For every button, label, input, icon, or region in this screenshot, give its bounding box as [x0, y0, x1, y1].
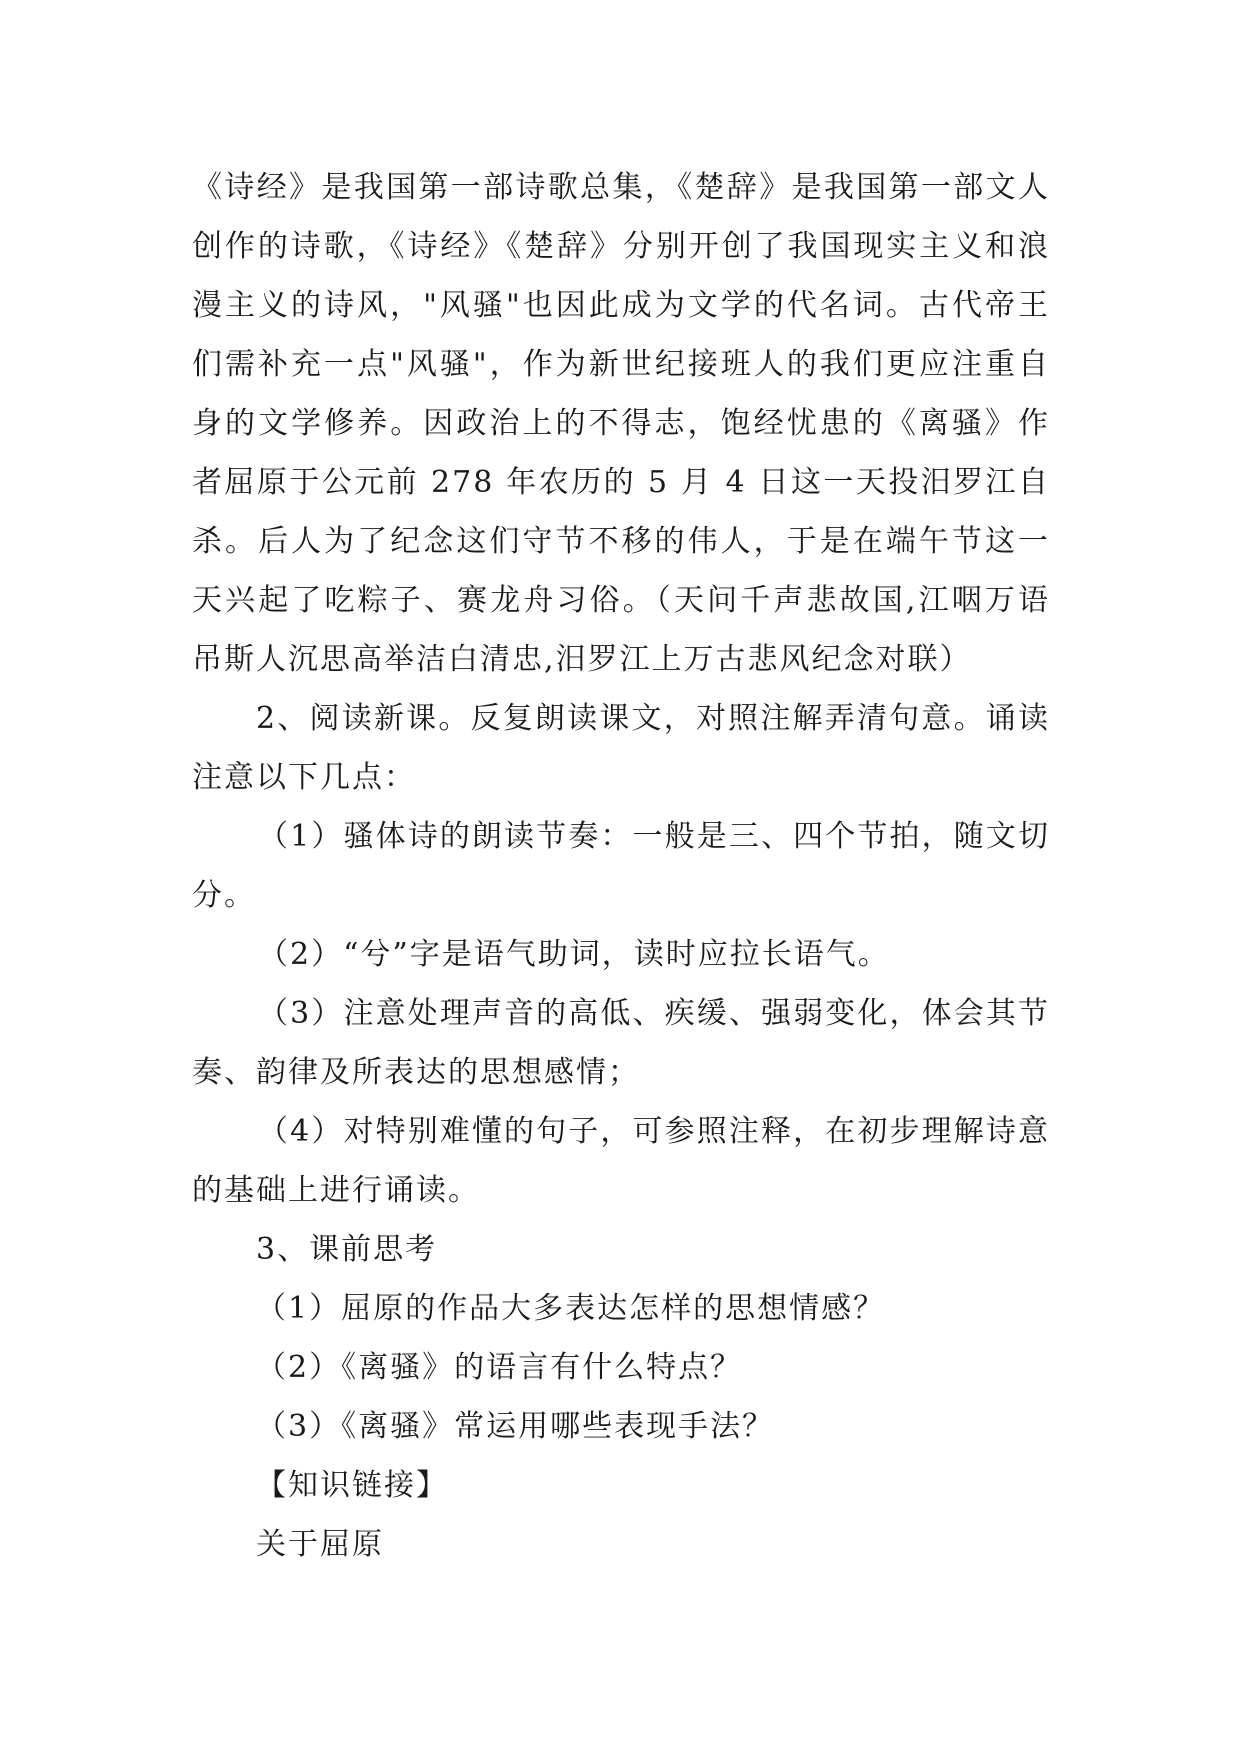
paragraph-question-3: （3）《离骚》常运用哪些表现手法？	[256, 1409, 775, 1444]
paragraph-question-1: （1）屈原的作品大多表达怎样的思想情感？	[256, 1291, 886, 1326]
paragraph-about-quyuan: 关于屈原	[256, 1527, 384, 1562]
paragraph-question-2: （2）《离骚》的语言有什么特点？	[256, 1350, 743, 1385]
paragraph-reading-point-1: （1）骚体诗的朗读节奏：一般是三、四个节拍，随文切分。	[192, 819, 1050, 913]
paragraph-intro: 《诗经》是我国第一部诗歌总集，《楚辞》是我国第一部文人创作的诗歌，《诗经》《楚辞》分别开创了我国现实主义和浪漫主义的诗风，"风骚"也因此成为文学的代名词。古代帝王们需补充一点"风骚"，作为新世纪接班人的我们更应注重自身的文学修养。因政治上的不得志，饱经忧患的《离骚》作者屈原于公元前 278 年农历的 5 月 4 日这一天投汨罗江自杀。后人为了纪念这们守节不移的伟人，于是在端午节这一天兴起了吃粽子、赛龙舟习俗。（天问千声悲故国,江咽万语吊斯人沉思高举洁白清忠,汨罗江上万古悲风纪念对联）	[192, 170, 1050, 677]
document-body	[192, 158, 1050, 1574]
paragraph-pre-class-thinking: 3、课前思考	[256, 1232, 438, 1267]
paragraph-reading-point-3: （3）注意处理声音的高低、疾缓、强弱变化，体会其节奏、韵律及所表达的思想感情；	[192, 996, 1050, 1090]
paragraph-reading-point-2: （2）“兮”字是语气助词，读时应拉长语气。	[258, 937, 890, 972]
paragraph-knowledge-link-heading: 【知识链接】	[256, 1468, 448, 1503]
paragraph-reading-point-4: （4）对特别难懂的句子，可参照注释，在初步理解诗意的基础上进行诵读。	[192, 1114, 1050, 1208]
paragraph-reading-new-lesson: 2、阅读新课。反复朗读课文，对照注解弄清句意。诵读注意以下几点：	[192, 701, 1050, 795]
